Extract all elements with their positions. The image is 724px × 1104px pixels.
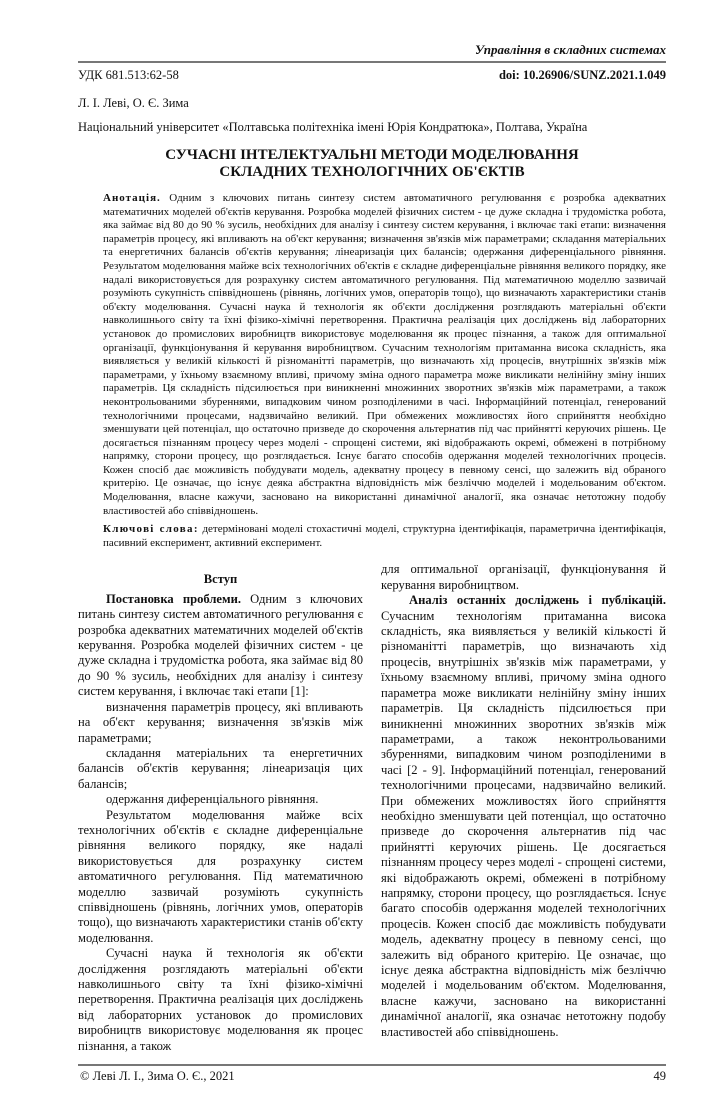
paragraph-text: Сучасні наука й технологія як об'єкти дослідження розглядають матеріальні об'єкти навколишнього світу та їхні фізико-хімічні перетворення. Практична реалізація цих досліджень від лабораторних установок до промислових виробництв використовує моделювання як процес пізнання, а також (78, 946, 363, 1053)
page-number: 49 (653, 1069, 666, 1084)
udk-code: УДК 681.513:62-58 (78, 68, 179, 82)
header-rule (78, 61, 666, 63)
paragraph-text: одержання диференціального рівняння. (106, 792, 319, 807)
doi[interactable]: doi: 10.26906/SUNZ.2021.1.049 (498, 68, 666, 82)
paragraph (78, 792, 363, 807)
footer-rule (78, 1064, 666, 1066)
copyright: © Леві Л. І., Зима О. Є., 2021 (80, 1069, 235, 1084)
udk-doi-row (78, 68, 666, 83)
abstract-label: Анотація. (103, 192, 161, 204)
paragraph (78, 592, 363, 700)
authors: Л. І. Леві, О. Є. Зима (78, 96, 189, 110)
abstract (103, 192, 666, 518)
keywords-text: детерміновані моделі стохастичні моделі, структурна ідентифікація, параметрична ідентифікація, пасивний експеримент, активний експеримент. (103, 523, 666, 549)
keywords (103, 523, 666, 550)
paragraph-text: Сучасним технологіям притаманна висока складність, яка виявляється у великій кількості й різноманітті параметрів, що визначають хід процесів, внутрішніх зв'язків між параметрами, у їхньому взаємному впливі, причому зміна одного параметра може викликати нелінійну зміну інших параметрів. Ця складність підсилюється при виникненні множинних зворотних зв'язків між параметрами, а також неконтрольованими збуреннями, випадковим чином розподіленими в часі [2 - 9]. Інформаційний потенціал, генерований технологічними процесами, надзвичайно великий. При обмежених можливостях його сприйняття необхідно зменшувати цей потенціал, що остаточно призведе до скорочення альтернатив під час прийнятті керуючих рішень. Це досягається пізнанням процесу через моделі - спрощені системи, які відображають окремі, обмежені в потрібному напрямку, сторони процесу, що розглядається. Існує багато способів одержання моделей технологічних процесів. Кожен спосіб дає можливість побудувати модель, адекватну процесу в певному сенсі, що залежить від обраного критерію. Це означає, що існує деяка абстрактна відповідність між безліччю моделей і модельованим об'єктом. Моделювання, власне кажучи, засновано на використанні динамічної аналогії, яка означає нетотожну подобу властивостей або співвідношень. (381, 608, 666, 1039)
running-head: Управління в складних системах (475, 42, 666, 57)
affiliation: Національний університет «Полтавська політехніка імені Юрія Кондратюка», Полтава, Україна (78, 120, 588, 134)
right-column (381, 562, 666, 1054)
paper-title (78, 147, 666, 181)
paragraph-text: Одним з ключових питань синтезу систем автоматичного регулювання є розробка адекватних математичних моделей об'єктів керування. Розробка моделей фізичних систем - це дуже складна і трудомістка робота, яка займає від 80 до 90 % зусиль, необхідних для аналізу і синтезу систем керування, і включає такі етапи [1]: (78, 591, 363, 699)
paragraph (78, 700, 363, 746)
footer-row (78, 1069, 666, 1084)
abstract-text: Одним з ключових питань синтезу систем автоматичного регулювання є розробка адекватних математичних моделей об'єктів керування. Розробка моделей фізичних систем - це дуже складна і трудомістка робота, яка займає від 80 до 90 % зусиль, необхідних для аналізу і синтезу систем керування, і включає такі етапи: визначення параметрів процесу, які впливають на об'єкт керування; визначення зв'язків між параметрами; складання матеріальних та енергетичних балансів об'єктів керування; лінеаризація цих балансів; одержання диференціального рівняння. Результатом моделювання майже всіх технологічних об'єктів є складне диференціальне рівняння великого порядку, яке надалі використовується для розрахунку систем автоматичного регулювання. Під математичною моделлю зазвичай розуміють сукупність співвідношень (рівнянь, логічних умов, операторів тощо), що визначають характеристики станів об'єкту моделювання. Сучасні наука й технологія як об'єкти дослідження розглядають матеріальні об'єкти навколишнього світу та їхні фізико-хімічні перетворення. Практична реалізація цих досліджень від лабораторних установок до промислових виробництв використовує моделювання як процес пізнання, а також для оптимальної організації, функціонування й керування виробництвом. Сучасним технологіям притаманна висока складність, яка виявляється у великій кількості й різноманітті параметрів, що визначають хід процесів, внутрішніх зв'язків між параметрами, у їхньому взаємному впливі, причому зміна одного параметра може викликати нелінійну зміну інших параметрів. Ця складність підсилюється при виникненні множинних зворотних зв'язків між параметрами, а також неконтрольованими збуреннями, випадковим чином розподіленими в часі. Інформаційний потенціал, генерований технологічними процесами, надзвичайно великий. При обмежених можливостях його сприйняття необхідно зменшувати цей потенціал, що остаточно призведе до скорочення альтернатив під час прийнятті керуючих рішень. Це досягається пізнанням процесу через моделі - спрощені системи, які відображають окремі, обмежені в потрібному напрямку, сторони процесу, що розглядається. Існує багато способів одержання моделей технологічних процесів. Кожен спосіб дає можливість побудувати модель, адекватну процесу в певному сенсі, що залежить від обраного критерію. Це означає, що існує деяка абстрактна відповідність між безліччю моделей і модельованим об'єктом. Моделювання, власне кажучи, засновано на використанні динамічної аналогії, яка означає нетотожну подобу властивостей або співвідношень. (103, 192, 666, 517)
paragraph (78, 746, 363, 792)
keywords-label: Ключові слова: (103, 523, 199, 536)
paragraph-text: визначення параметрів процесу, які впливають на об'єкт керування; визначення зв'язків між параметрами; (78, 699, 363, 745)
paragraph (78, 946, 363, 1054)
paragraph (381, 593, 666, 1040)
title-line-2: СКЛАДНИХ ТЕХНОЛОГІЧНИХ ОБ'ЄКТІВ (219, 164, 525, 180)
paragraph-lead: Постановка проблеми. (106, 591, 241, 606)
paragraph-text: складання матеріальних та енергетичних балансів об'єктів керування; лінеаризація цих балансів; (78, 745, 363, 791)
paragraph-continuation: для оптимальної організації, функціонування й керування виробництвом. (381, 562, 666, 592)
paragraph (78, 808, 363, 947)
body-columns (78, 562, 666, 1054)
title-line-1: СУЧАСНІ ІНТЕЛЕКТУАЛЬНІ МЕТОДИ МОДЕЛЮВАННЯ (165, 147, 579, 163)
paragraph-lead: Аналіз останніх досліджень і публікацій. (409, 593, 666, 608)
section-title: Вступ (203, 572, 238, 587)
left-column (78, 562, 363, 1054)
paragraph-text: Результатом моделювання майже всіх технологічних об'єктів є складне диференціальне рівняння великого порядку, яке надалі використовується для розрахунку систем автоматичного регулювання. Під математичною моделлю зазвичай розуміють сукупність співвідношень (рівнянь, логічних умов, операторів тощо), що визначають характеристики станів об'єкту моделювання. (78, 807, 363, 945)
